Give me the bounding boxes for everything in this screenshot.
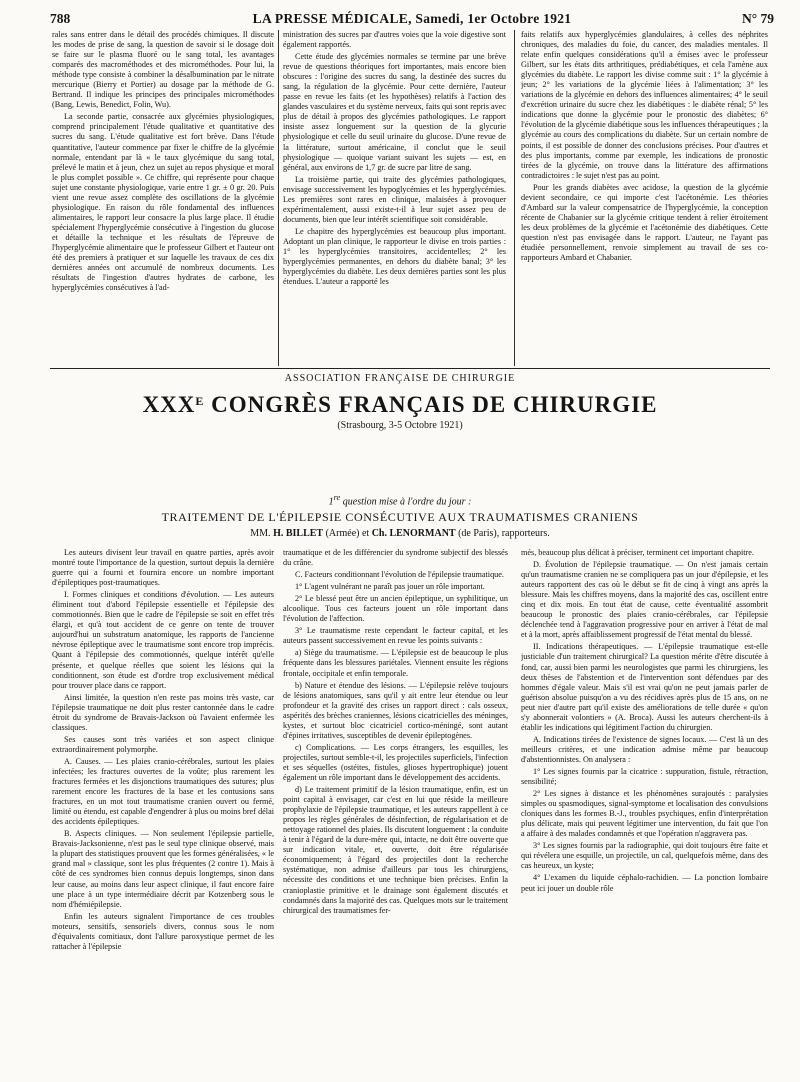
top-column-1 <box>52 30 274 367</box>
paragraph: Pour les grands diabètes avec acidose, la question de la glycémie devient secondaire, ce qui importe c'est l'acétonémie. Les théories d'Ambard sur la valeur compensatrice de l'hyperglycémie, la conception récente de Chabanier sur la glycémie critique tendent à relier étroitement les deux problèmes de la glycémie et l'acétonémie des diabétiques. Cette question n'est pas envisagée dans le rapport. L'auteur, ne l'ayant pas étudiée personnellement, renvoie simplement au travail de ses co-rapporteurs Ambard et Chabanier. <box>521 182 768 263</box>
paragraph: 1° Les signes fournis par la cicatrice : suppuration, fistule, rétraction, sensibilité; <box>521 766 768 787</box>
paragraph: A. Causes. — Les plaies cranio-cérébrales, surtout les plaies infectées; les fractures ouvertes de la voûte; plus rarement les fractures fermées et les disjonctions traumatiques des sutures; plus rarement encore les fractures de la base et les contusions sans fractures, en un mot tout traumatisme cranien ouvert ou fermé, limité ou étendu, est capable d'engendrer à plus ou moins bref délai des accidents épileptiques. <box>52 756 274 827</box>
column-divider <box>278 30 279 366</box>
paragraph: 4° L'examen du liquide céphalo-rachidien. — La ponction lombaire peut ici jouer un double rôle <box>521 873 768 893</box>
paragraph: traumatique et de les différencier du syndrome subjectif des blessés du crâne. <box>283 548 508 568</box>
paragraph: 2° Les signes à distance et les phénomènes surajoutés : paralysies simples ou spasmodiques, signal-symptome et localisation des convulsions cloniques dans les formes B.-J., troubles psychiques, enfin d'interprétation plus délicate, mais qui peuvent légitimer une intervention, du fait que l'on a affaire à des malades condamnés et que l'opération n'aggravera pas. <box>521 789 768 839</box>
top-column-3 <box>521 30 768 367</box>
paragraph: A. Indications tirées de l'existence de signes locaux. — C'est là un des meilleurs critères, et une indication admise même par beaucoup d'abstentionnistes. On analysera : <box>521 734 768 764</box>
page-number: 788 <box>50 11 71 26</box>
association-name: ASSOCIATION FRANÇAISE DE CHIRURGIE <box>284 373 516 384</box>
paragraph: b) Nature et étendue des lésions. — L'épilepsie relève toujours de lésions anatomiques, sans qu'il y ait entre leur étendue ou leur profondeur et la gravité des crises un rapport direct : cals osseux, aspérités des brèches craniennes, lésions cicatricielles des méninges, kystes, et surtout bloc cicatriciel cortico-méningé, sont autant d'épines irritatives, susceptibles de devenir épileptogènes. <box>283 680 508 740</box>
paragraph: Cette étude des glycémies normales se termine par une brève revue de questions théoriques fort importantes, mais encore bien obscures : l'origine des sucres du sang, la destinée des sucres du sang, la régulation de la glycémie. Pour cette dernière, l'auteur passe en revue les faits (et les hypothèses) relatifs à l'action des glandes vasculaires et du système nerveux, faits qui sont repris avec plus de détail à propos des glycémies pathologiques. Le rapport insiste assez longuement sur la question de la glycurie physiologique et celle du seuil urinaire du glucose. D'une revue de la littérature, surtout américaine, il conclut que le seuil physiologique — quoique variant suivant les sujets — est, en général, aux environs de 1,7 gr. de sucre par litre de sang. <box>283 52 506 172</box>
paragraph: Enfin les auteurs signalent l'importance de ces troubles moteurs, sensitifs, sensoriels divers, connus sous le nom d'équivalents comitiaux, dont l'allure paroxystique permet de les rattacher à l'épilepsie <box>52 911 274 951</box>
topic-title: TRAITEMENT DE L'ÉPILEPSIE CONSÉCUTIVE AUX TRAUMATISMES CRANIENS <box>161 510 639 524</box>
page-header <box>50 9 774 31</box>
paragraph: ministration des sucres par d'autres voies que la voie digestive sont également rapportés. <box>283 30 506 50</box>
paragraph: Ainsi limitée, la question n'en reste pas moins très vaste, car l'épilepsie traumatique ne doit plus rester cantonnée dans le cadre étroit du syndrome de Bravais-Jackson où l'avaient enfermée les classiques. <box>52 692 274 732</box>
top-column-2 <box>283 30 506 367</box>
journal-title: LA PRESSE MÉDICALE, Samedi, 1er Octobre 1921 <box>252 11 572 26</box>
bottom-column-1 <box>52 548 274 1070</box>
paragraph: Ses causes sont très variées et son aspect clinique extraordinairement polymorphe. <box>52 734 274 754</box>
paragraph: 3° Les signes fournis par la radiographie, qui doit toujours être faite et qui révélera une esquille, un projectile, un cal, quelquefois même, dans des cas heureux, un kyste; <box>521 841 768 871</box>
congress-location: (Strasbourg, 3-5 Octobre 1921) <box>337 420 463 431</box>
bottom-column-3 <box>521 548 768 1070</box>
paragraph: 1° L'agent vulnérant ne paraît pas jouer un rôle important. <box>295 582 485 592</box>
paragraph: faits relatifs aux hyperglycémies glandulaires, à celles des néphrites chroniques, des maladies du foie, du cancer, des maladies mentales. Il relate enfin quelques considérations qu'il a émises avec le professeur Gilbert, sur les états dits arthritiques, prédiabétiques, et cela l'amène aux glycémies du diabète. Le rapport les divise comme suit : 1° la glycémie à jeun; 2° les variations de la glycémie liées à l'alimentation; 3° les variations de la glycémie en dehors des influences alimentaires; 4° le seuil d'excrétion urinaire du sucre chez les diabétiques : le diabète rénal; 5° les indications que donne la glycémie pour le pronostic des diabètes; 6° l'évolution de la glycémie diabétique sous les influences thérapeutiques ; la glycémie au cours des complications du diabète. Sur un certain nombre de points, il est possible de donner des conclusions précises. Pour d'autres et des plus importants, comme par exemple, les indications de pronostic tirées de la glycémie, on trouve dans la littérature des affirmations contradictoires : le sujet n'est pas au point. <box>521 30 768 180</box>
paragraph: 2° Le blessé peut être un ancien épileptique, un syphilitique, un alcoolique. Tous ces facteurs jouent un rôle important dans l'évolution de l'affection. <box>283 594 508 624</box>
rapporteurs-line: MM. H. BILLET (Armée) et Ch. LENORMANT (de Paris), rapporteurs. <box>250 528 550 539</box>
paragraph: C. Facteurs conditionnant l'évolution de l'épilepsie traumatique. <box>295 570 504 580</box>
paragraph: Le chapitre des hyperglycémies est beaucoup plus important. Adoptant un plan clinique, le rapporteur le divise en trois parties : 1° les hyperglycémies transitoires, accidentelles; 2° les hyperglycémies permanentes, en dehors du diabète banal; 3° les hyperglycémies du diabète. Les deux dernières parties sont les plus étendues. L'auteur a rapporté les <box>283 226 506 287</box>
paragraph: B. Aspects cliniques. — Non seulement l'épilepsie partielle, Bravais-Jacksonienne, n'est pas le seul type clinique observé, mais la plupart des statistiques prouvent que les formes généralisées, « le grand mal » classique, sont les plus fréquentes (2 contre 1). Mais à côté de ces syndromes bien connus depuis longtemps, sinon dans leur cause, au moins dans leur aspect clinique, il faut encore faire une place à un type intermédiaire décrit par Kotzenberg sous le nom d'hémiépilepsie. <box>52 829 274 909</box>
paragraph: d) Le traitement primitif de la lésion traumatique, enfin, est un point capital à envisager, car c'est en lui que réside la meilleure prophylaxie de l'épilepsie traumatique, et les auteurs rappellent à ce propos les règles générales de désinfection, de régularisation et de nettoyage rationnel des plaies. Ils discutent longuement : la conduite à tenir à l'égard de la dure-mère qui, intacte, ne doit être ouverte que sur indication vitale, et, ouverte, doit être régularisée économiquement; à l'égard des projectiles dont la recherche systématique, non admise d'ailleurs par tous les chirurgiens, nécessite des conditions et une technique bien précises. Enfin la cranioplastie primitive et le drainage sont également discutés et condamnés dans la majorité des cas. Quelques mots sur le traitement chirurgical des traumatismes fer- <box>283 785 508 915</box>
paragraph: Les auteurs divisent leur travail en quatre parties, après avoir montré toute l'importance de la question, surtout depuis la dernière guerre qui a fourni et fournira encore un nombre important d'épileptiques post-traumatiques. <box>52 548 274 588</box>
paragraph: La troisième partie, qui traite des glycémies pathologiques, envisage successivement les hypoglycémies et les hyperglycémies. Les premières sont rares en clinique, malaisées à provoquer expérimentalement, aussi existe-t-il à leur sujet assez peu de documents, bien que leur intérêt scientifique soit considérable. <box>283 174 506 224</box>
congress-title: $XXX^E$ CONGRÈS FRANÇAIS DE CHIRURGIE <box>142 392 658 417</box>
question-heading: 1re question mise à l'ordre du jour : <box>328 493 472 508</box>
paragraph: a) Siège du traumatisme. — L'épilepsie est de beaucoup le plus fréquente dans les blessures pariétales. Viennent ensuite les régions frontale, occipitale et enfin temporale. <box>283 648 508 678</box>
bottom-column-2 <box>283 548 508 1070</box>
section-rule <box>50 368 770 369</box>
paragraph: II. Indications thérapeutiques. — L'épilepsie traumatique est-elle justiciable d'un traitement chirurgical? La question mérite d'être discutée à fond, car, aussi bien parmi les neurologistes que parmi les chirurgiens, les deux thèses de l'abstention et de l'intervention sont défendues par des hommes d'égale valeur. Mais s'il est vrai qu'on ne peut jamais parler de guérison absolue puisqu'on a vu des récidives après plus de 15 ans, on ne peut nier d'autre part qu'il existe des améliorations de telle durée « qu'on s'y abonnerait volontiers » (A. Broca). Aussi les auteurs cherchent-ils à établir les indications qui légitiment l'action du chirurgien. <box>521 642 768 732</box>
column-divider <box>514 30 515 366</box>
paragraph: 3° Le traumatisme reste cependant le facteur capital, et les auteurs passent successivement en revue les points suivants : <box>283 626 508 646</box>
paragraph: La seconde partie, consacrée aux glycémies physiologiques, comprend principalement l'étude qualitative et quantitative des sucres du sang. L'étude qualitative est fort brève. Dans l'étude quantitative, l'auteur commence par fixer le chiffre de la glycémie normale, entendant par là « le taux glycémique du sang total, prélevé le matin et à jeun, chez un sujet au repos physique et moral le plus complet possible ». Ce chiffre, qui représente pour chaque sujet une constante physiologique, varie entre 1 gr. ± 0 gr. 20. Puis vient une revue assez complète des oscillations de la glycémie physiologique. En raison du rôle fondamental des influences alimentaires, le rapport leur consacre la plus large place. Il étudie spécialement l'hyperglycémie consécutive à l'ingestion du glucose et détaille la technique et les résultats de l'épreuve de l'hyperglycémie alimentaire que le professeur Gilbert et l'auteur ont été des premiers à pratiquer et sur laquelle les travaux de ces dix dernières années ont accumulé de nombreux documents. Les résultats de l'ingestion d'autres hydrates de carbone, les hyperglycémies consécutives à l'ad- <box>52 112 274 293</box>
paragraph: D. Évolution de l'épilepsie traumatique. — On n'est jamais certain qu'un traumatisme cranien ne se compliquera pas un jour d'épilepsie, et les auteurs rapportent des cas où le début se fit de cinq à vingt ans après la blessure. Mais les chiffres moyens, dans la majorité des cas, oscillent entre cinq et dix mois. En tout état de cause, cette éventualité assombrit beaucoup le pronostic des plaies cranio-cérébrales, car l'épilepsie déclenchée tend à l'aggravation progressive pour en arriver à l'état de mal et à la mort, après affaiblissement progressif de l'état mental du blessé. <box>521 560 768 640</box>
paragraph: I. Formes cliniques et conditions d'évolution. — Les auteurs éliminent tout d'abord l'épilepsie essentielle et l'épilepsie des commotionnés. Bien que le cadre de l'épilepsie se soit en effet très élargi, et qu'à tout accident de ce genre on tente de trouver aujourd'hui un substratum anatomique, les rapports de l'ancienne névrose épileptique avec le traumatisme sont encore trop imprécis. Quant à l'épilepsie des commotionnés, quelque intérêt qu'elle présente, et quelque réelles que soient les lésions qui la conditionnent, son étude est d'ordre trop exclusivement médical pour trouver place dans ce rapport. <box>52 590 274 690</box>
paragraph: rales sans entrer dans le détail des procédés chimiques. Il discute les modes de prise de sang, la question de savoir si le dosage doit se faire sur le plasma fluoré ou le sang total, les avantages comparés des macrométhodes et des microméthodes. Pour lui, la méthode type consiste à combiner la désalbumination par le nitrate mercurique (Bierry et Portier) au dosage par la méthode de G. Bertrand. Il indique les principes des principales microméthodes (Bang, Lewis, Benedict, Folin, Wu). <box>52 30 274 110</box>
paragraph: més, beaucoup plus délicat à préciser, terminent cet important chapitre. <box>521 548 754 557</box>
paragraph: c) Complications. — Les corps étrangers, les esquilles, les projectiles, surtout semble-t-il, les projectiles superficiels, l'infection et ses séquelles (ostéites, fistules, glioses hypertrophique) jouent également un rôle important dans le développement des accidents. <box>283 742 508 782</box>
issue-number: N° 79 <box>741 11 774 26</box>
